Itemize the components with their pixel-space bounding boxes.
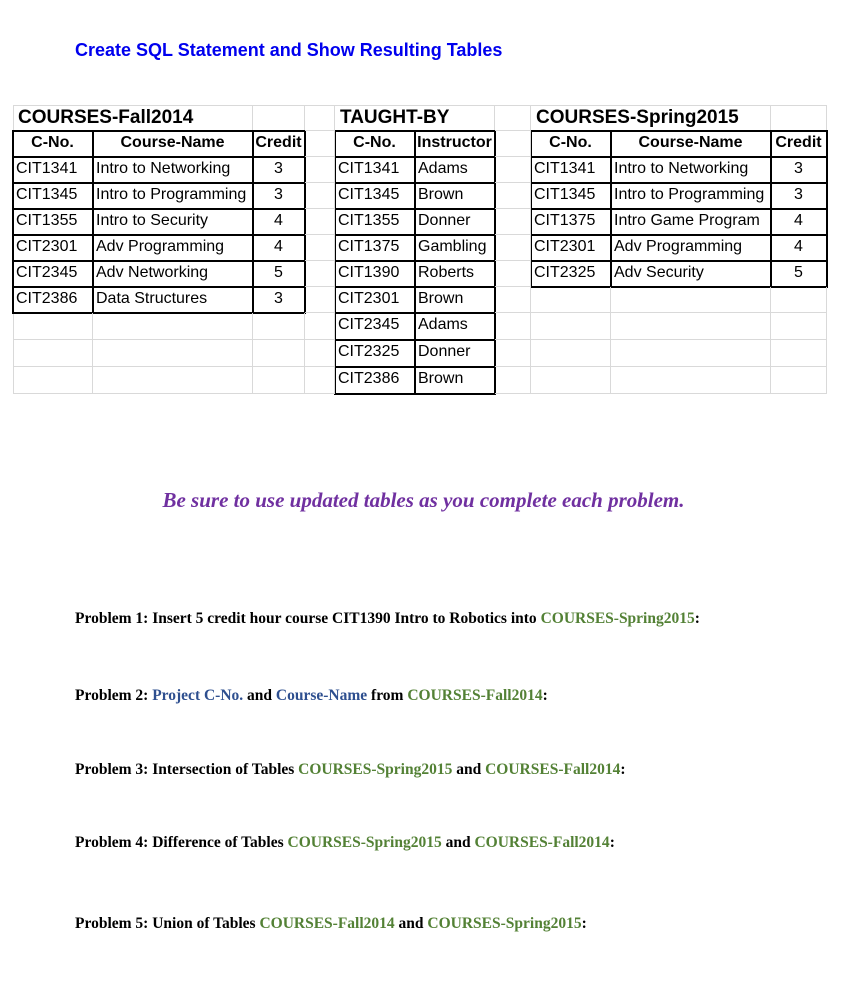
table-title: TAUGHT-BY [335, 105, 495, 131]
empty-cell [531, 340, 611, 367]
table-cell: Adv Programming [611, 235, 771, 261]
problem-4: Problem 4: Difference of Tables COURSES-Spring2015 and COURSES-Fall2014: [75, 834, 615, 851]
empty-cell [13, 313, 93, 340]
reminder-note: Be sure to use updated tables as you complete each problem. [162, 488, 685, 512]
empty-cell [305, 105, 335, 131]
page-title: Create SQL Statement and Show Resulting Tables [75, 40, 503, 60]
table-cell: Intro to Networking [611, 157, 771, 183]
spreadsheet-tables [13, 105, 827, 394]
table-cell: Adv Security [611, 261, 771, 287]
empty-cell [305, 313, 335, 340]
empty-cell [495, 157, 531, 183]
table-cell: CIT2301 [531, 235, 611, 261]
table-cell: Intro to Security [93, 209, 253, 235]
column-header: Course-Name [611, 131, 771, 157]
problem-3: Problem 3: Intersection of Tables COURSES-Spring2015 and COURSES-Fall2014: [75, 761, 626, 778]
table-cell: Intro to Programming [93, 183, 253, 209]
table-cell: CIT1355 [335, 209, 415, 235]
table-cell: CIT1345 [13, 183, 93, 209]
table-cell: CIT1375 [531, 209, 611, 235]
empty-cell [771, 105, 827, 131]
table-cell: 3 [253, 287, 305, 313]
empty-cell [495, 340, 531, 367]
table-cell: Adams [415, 313, 495, 340]
table-title: COURSES-Fall2014 [13, 105, 253, 131]
empty-cell [305, 131, 335, 157]
table-name: COURSES-Spring2015 [540, 610, 695, 627]
operation-name: Project C-No. [152, 687, 244, 704]
empty-cell [305, 209, 335, 235]
table-cell: Brown [415, 183, 495, 209]
table-cell: 3 [253, 183, 305, 209]
empty-cell [771, 313, 827, 340]
table-cell: 5 [771, 261, 827, 287]
table-cell: CIT2345 [13, 261, 93, 287]
empty-cell [305, 157, 335, 183]
table-cell: CIT2325 [531, 261, 611, 287]
table-cell: 4 [771, 209, 827, 235]
empty-cell [771, 287, 827, 313]
empty-cell [495, 261, 531, 287]
table-cell: Data Structures [93, 287, 253, 313]
table-cell: 4 [771, 235, 827, 261]
problem-1: Problem 1: Insert 5 credit hour course CIT1390 Intro to Robotics into COURSES-Spring2015: [75, 610, 700, 627]
table-cell: CIT2325 [335, 340, 415, 367]
table-cell: CIT2386 [335, 367, 415, 394]
table-cell: CIT2386 [13, 287, 93, 313]
table-cell: CIT1345 [335, 183, 415, 209]
empty-cell [531, 287, 611, 313]
table-cell: Adv Programming [93, 235, 253, 261]
table-cell: CIT1341 [531, 157, 611, 183]
table-name: COURSES-Spring2015 [287, 834, 442, 851]
empty-cell [771, 340, 827, 367]
table-cell: Roberts [415, 261, 495, 287]
empty-cell [611, 313, 771, 340]
empty-cell [495, 313, 531, 340]
table-title: COURSES-Spring2015 [531, 105, 771, 131]
problem-2: Problem 2: Project C-No. and Course-Name from COURSES-Fall2014: [75, 687, 548, 704]
column-header: C-No. [335, 131, 415, 157]
empty-cell [253, 313, 305, 340]
empty-cell [253, 340, 305, 367]
empty-cell [611, 367, 771, 394]
empty-cell [771, 367, 827, 394]
column-header: C-No. [13, 131, 93, 157]
table-cell: 3 [253, 157, 305, 183]
table-name: COURSES-Spring2015 [427, 915, 582, 932]
empty-cell [495, 287, 531, 313]
empty-cell [305, 287, 335, 313]
column-header: C-No. [531, 131, 611, 157]
table-cell: Intro to Programming [611, 183, 771, 209]
empty-cell [13, 367, 93, 394]
empty-cell [305, 367, 335, 394]
table-cell: Donner [415, 340, 495, 367]
table-cell: Gambling [415, 235, 495, 261]
empty-cell [305, 235, 335, 261]
empty-cell [305, 261, 335, 287]
empty-cell [93, 313, 253, 340]
empty-cell [253, 367, 305, 394]
column-header: Credit [771, 131, 827, 157]
table-name: COURSES-Fall2014 [485, 761, 621, 778]
table-cell: CIT2301 [13, 235, 93, 261]
empty-cell [13, 340, 93, 367]
table-cell: CIT1375 [335, 235, 415, 261]
empty-cell [495, 235, 531, 261]
table-cell: CIT1341 [13, 157, 93, 183]
empty-cell [305, 183, 335, 209]
table-cell: Intro to Networking [93, 157, 253, 183]
table-cell: Donner [415, 209, 495, 235]
table-cell: CIT2345 [335, 313, 415, 340]
table-name: COURSES-Fall2014 [474, 834, 610, 851]
table-name: COURSES-Spring2015 [298, 761, 453, 778]
table-cell: CIT1341 [335, 157, 415, 183]
empty-cell [253, 105, 305, 131]
empty-cell [93, 340, 253, 367]
empty-cell [93, 367, 253, 394]
table-cell: 3 [771, 157, 827, 183]
table-cell: CIT2301 [335, 287, 415, 313]
table-name: COURSES-Fall2014 [259, 915, 395, 932]
table-cell: 5 [253, 261, 305, 287]
table-cell: Adv Networking [93, 261, 253, 287]
empty-cell [495, 183, 531, 209]
table-cell: Brown [415, 287, 495, 313]
table-cell: CIT1355 [13, 209, 93, 235]
empty-cell [531, 313, 611, 340]
table-cell: CIT1345 [531, 183, 611, 209]
problem-5: Problem 5: Union of Tables COURSES-Fall2014 and COURSES-Spring2015: [75, 915, 587, 932]
empty-cell [495, 131, 531, 157]
empty-cell [495, 367, 531, 394]
field-name: Course-Name [275, 687, 368, 704]
empty-cell [495, 209, 531, 235]
table-cell: 3 [771, 183, 827, 209]
table-cell: Brown [415, 367, 495, 394]
empty-cell [305, 340, 335, 367]
empty-cell [495, 105, 531, 131]
table-cell: 4 [253, 209, 305, 235]
column-header: Instructor [415, 131, 495, 157]
table-name: COURSES-Fall2014 [407, 687, 543, 704]
table-cell: CIT1390 [335, 261, 415, 287]
empty-cell [611, 340, 771, 367]
table-cell: Intro Game Program [611, 209, 771, 235]
empty-cell [611, 287, 771, 313]
column-header: Course-Name [93, 131, 253, 157]
table-cell: 4 [253, 235, 305, 261]
column-header: Credit [253, 131, 305, 157]
empty-cell [531, 367, 611, 394]
table-cell: Adams [415, 157, 495, 183]
